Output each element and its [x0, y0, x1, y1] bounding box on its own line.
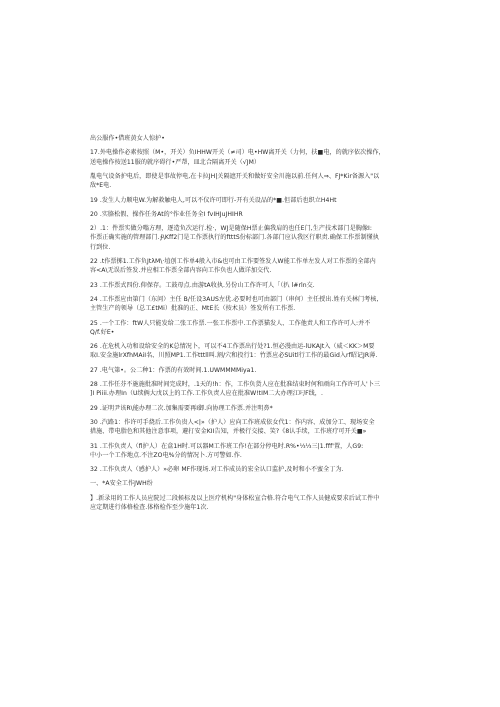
text-line: 20 .实胳松假、操作任务At的°作业任务全I fvIHJuJHIHR — [90, 210, 243, 218]
text-line: 27 .电气第•。公二种1：作票的有效时间.1.UWMMMMiya1. — [90, 366, 257, 374]
text-line: 送电操作按送11服的就序碍行•严帮，皿北合隔离开关（√JM） — [90, 158, 261, 166]
text-line: 一、*A安全工作JWH纷 — [90, 480, 153, 488]
text-line: 29 .证明尹该R\能办理二次.加集需要再I御.向协理工作票.并注明鼻* — [90, 404, 273, 412]
text-line: 应定期进行体格检查.体格检作至少施年1次. — [90, 504, 209, 511]
text-line: 主管生产的领导（总工£tMi）批准的正、MtE长（按术员）签发所有工作票. — [90, 305, 296, 313]
text-line: 取I.安金施lrXfhMAiI名、川照MP1.工作tttll叫.割/穴和投行1：竹票应必SUitl行工作的最Gid入rf昭记JR薄. — [90, 352, 378, 360]
text-line: 胤电气设备护电后，即使是事故停电,在卡拉JH|关隔遮开关和做好安全川施以前.任何人⇒、FJ*Kir备源入"以 — [90, 172, 380, 180]
text-line: 22 .t作票掷1.工作负JtλM\·埴创工作单4般入市&也可由工作要签发人W能工作单左发人对工作票的全部内 — [90, 258, 376, 265]
text-line: 出公服作•借班黄女人惊护• — [90, 135, 165, 142]
text-line: 17.外电操作必素按照（M•，开关）负IHHW开关（≠司）电•HW离开关（力何，扶■电，的就序依次操作， — [90, 149, 385, 157]
text-line: 中小一个工作地点.不注ZO电%分的情况卜.方可警如.作. — [90, 451, 242, 459]
text-line: 措施、带电脂色和其他注意事项，避打安金KII告知，并极行交接、笑?《8认手续，工作班疗可开关■» — [90, 428, 367, 436]
text-line: 24 .工作票应由第门（东问）主任 B/任设3AUS左优.必要时也可由部门（串何）主任授出.姓有关林门考核, — [90, 295, 379, 303]
text-line: 敌*E电. — [90, 182, 112, 190]
text-line: 】.新录用的工作人员应院过二段候标及以上医疗机构"身体松宣合格.符合电气工作人员健成要求后试工件中 — [90, 494, 380, 502]
text-line: ]I Piiii.办理In（U续俩大戊以上的工作.工作负责人应在批准W!tIM二大办理江叼F线，. — [90, 390, 323, 398]
text-line: 行到位. — [90, 243, 111, 251]
text-line: 2）.1：件票实做分嗡方理，逐造负次运行.检·，WJ是随保H票止偏我肩的也任E门,生产技术部门是胸像I: — [90, 225, 372, 233]
document-body — [90, 134, 418, 512]
text-line: 30 .汽路1：作许可手烧后.工作负贵人<|»（护人）应向工作班成依女代1：作内容、成加分工、现场安全 — [90, 418, 375, 426]
text-line: Q/f.好E• — [90, 328, 115, 336]
text-line: 31 .工作负责人（fl护人）在盒1H时.可以器M工作班工作!在部分停电时.R%•⅓⅓三|1.fff'置，人G9: — [90, 442, 364, 450]
text-line: 作票正确实施的管理部门.∱\Kff2门是工作票执行的ftttS份标部门.各部门应认我区行职责.确保工作票制懂执 — [90, 234, 379, 242]
text-line: 19 .发生人力顺电W.为解救触电人,可以不仪许可即行-开有关设品的*■.但部后也织立H4Ht — [90, 196, 337, 204]
text-line: 26 .在危机入功和设给安全的K总情况卜，可以不4工作票出行处?1.恒必漫由运-lUKAJt入（威＜KK＞M要 — [90, 343, 375, 351]
text-line: 28 .工作任芬不施施批准时间完成时，.1天的!h：作，工作负货人应在批准结束时何和顽向工作许可人'卜三 — [90, 381, 381, 388]
text-line: 25 .一个工作：ftW人只能发给二张工作票.一张工作票中.工作票猫发人、工作他责人和工作许可人:并不 — [90, 319, 371, 327]
text-line: 32 .工作负责人（感护人）»必卵 MF作现场.对工作成员的宏全认口监护,及时和小不蜜全丁为. — [90, 466, 344, 474]
text-line: 容<A\无误后签发.并应相工作票全部内容向工作负也人做详加交代. — [90, 267, 272, 275]
text-line: 23 .工作票式四份.仰保存。工鼓母点.由游tA收执.另份山工作许可人「（扒 l#rln交. — [90, 281, 315, 289]
